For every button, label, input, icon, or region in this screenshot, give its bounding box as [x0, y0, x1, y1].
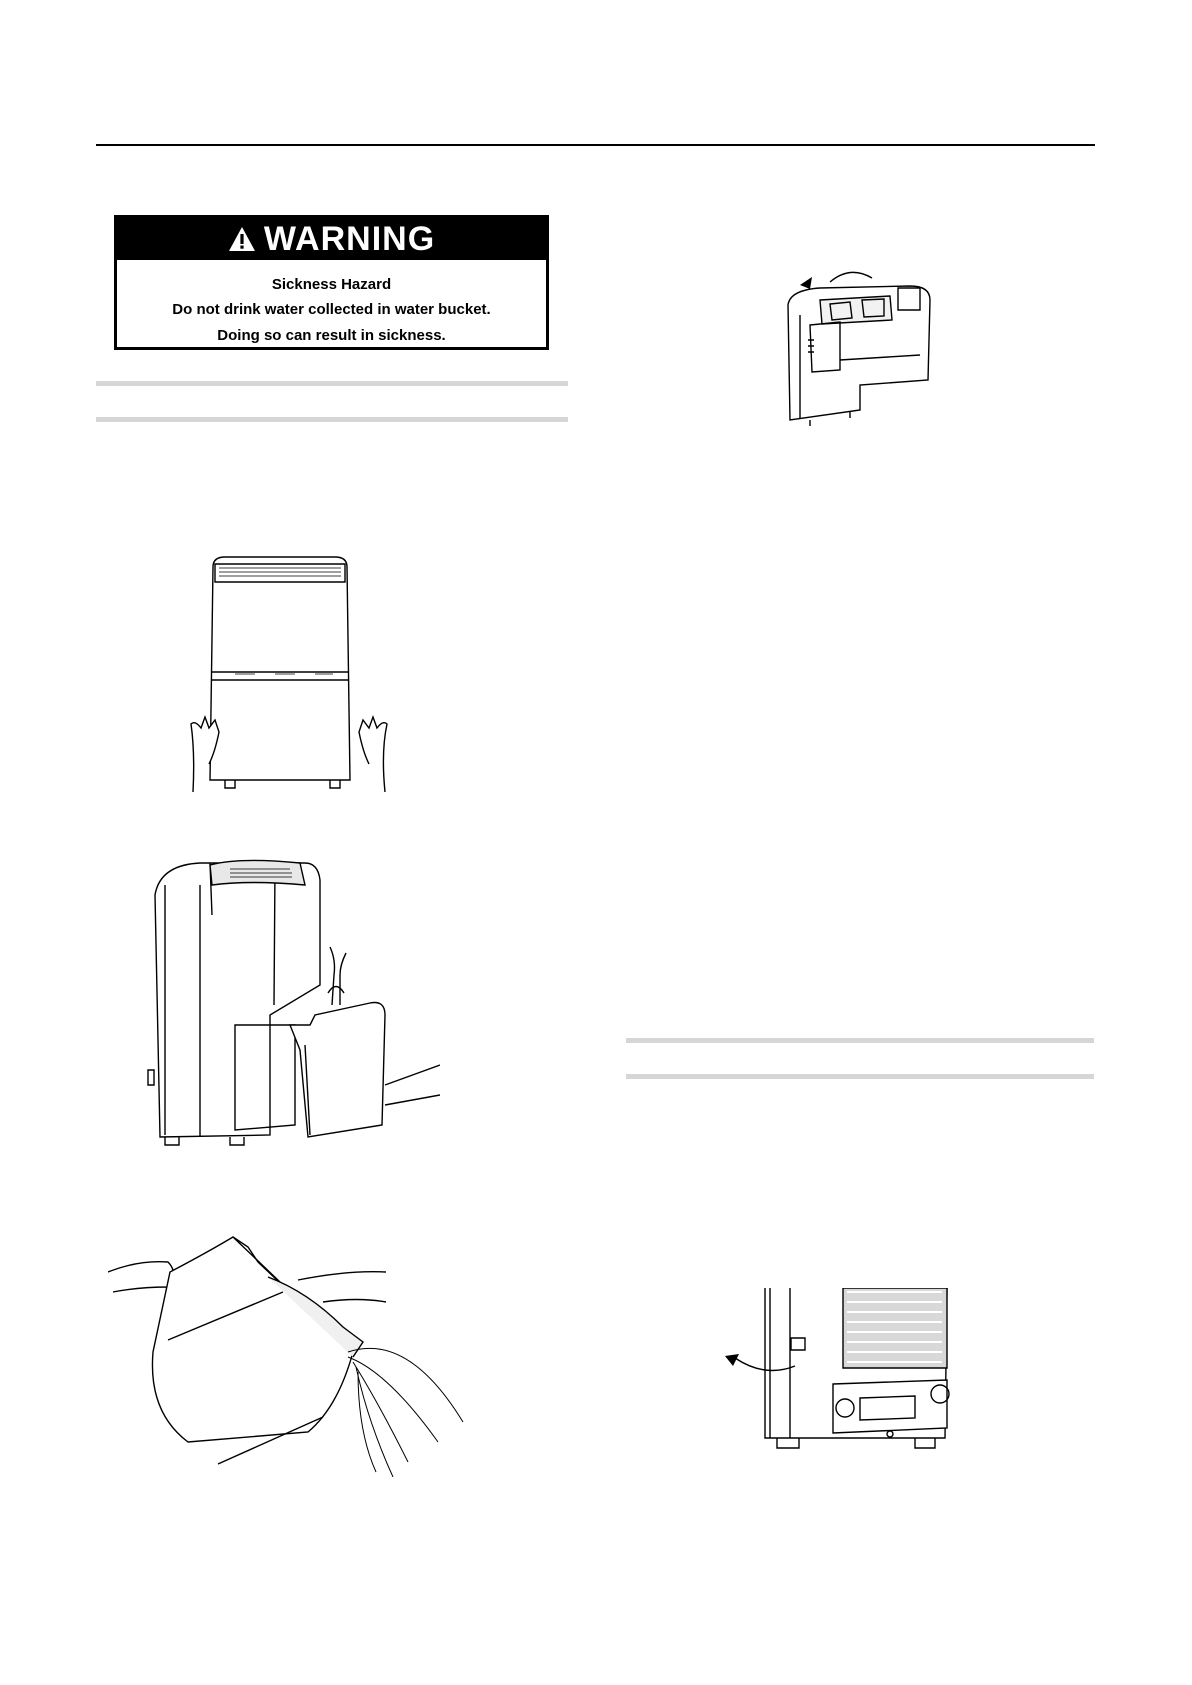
drain-door-rotation-illustration — [715, 1288, 960, 1458]
warning-line-2: Do not drink water collected in water bucket. — [172, 301, 491, 318]
section-divider-right-1 — [626, 1038, 1094, 1043]
section-divider-right-2 — [626, 1074, 1094, 1079]
warning-triangle-icon — [228, 226, 256, 252]
warning-heading: WARNING — [263, 219, 436, 258]
emptying-bucket-illustration — [108, 1232, 470, 1477]
dehumidifier-front-with-hands-illustration — [185, 552, 395, 792]
top-rule — [96, 144, 1095, 146]
warning-line-1: Sickness Hazard — [271, 276, 392, 293]
bucket-handle-rotation-illustration — [780, 260, 940, 430]
section-divider-left-1 — [96, 381, 568, 386]
warning-line-3: Doing so can result in sickness. — [217, 327, 446, 344]
section-divider-left-2 — [96, 417, 568, 422]
bucket-removal-illustration — [140, 855, 440, 1147]
warning-box — [114, 215, 549, 350]
warning-header — [117, 218, 546, 260]
